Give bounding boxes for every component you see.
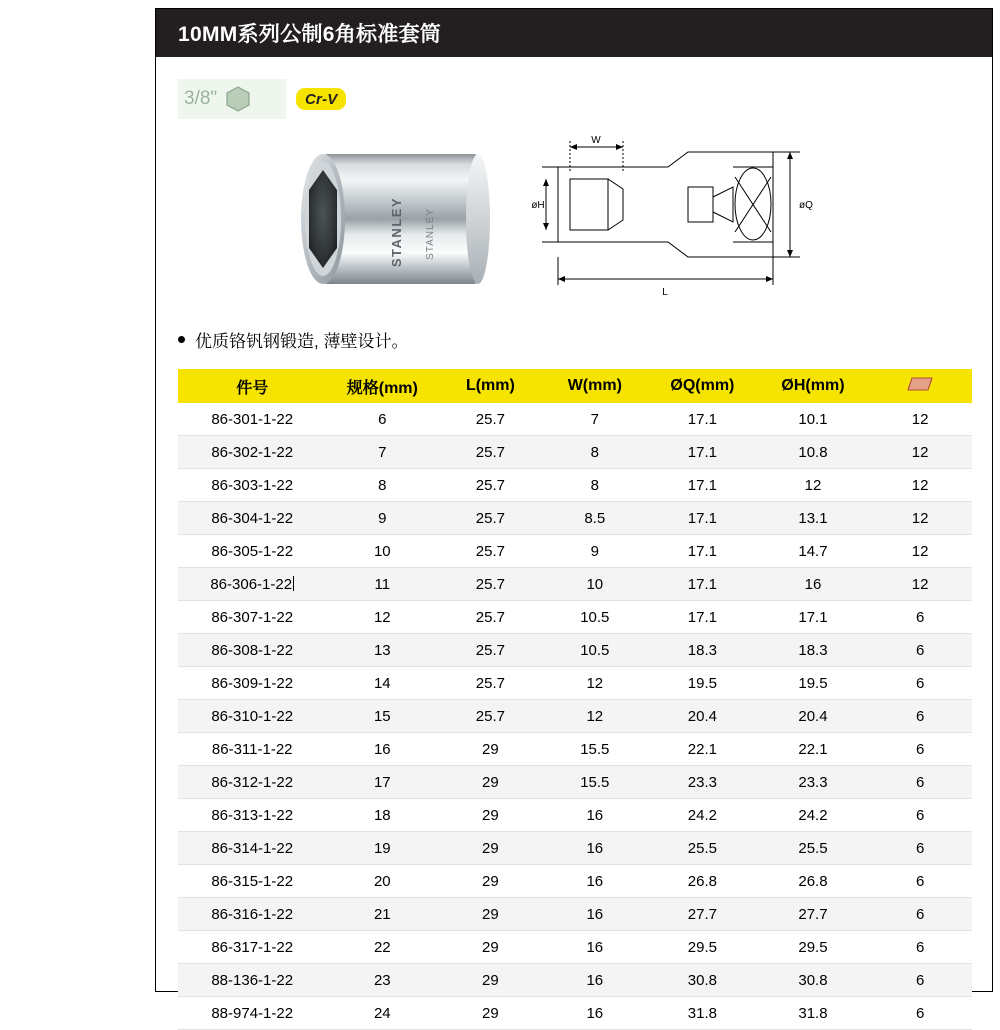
cell-size: 17 xyxy=(326,766,438,799)
table-row xyxy=(178,601,972,634)
table-header-row xyxy=(178,369,972,403)
cell-oh: 30.8 xyxy=(758,964,869,997)
cell-length: 25.7 xyxy=(438,700,542,733)
cell-size: 12 xyxy=(326,601,438,634)
cell-part-number: 86-311-1-22 xyxy=(178,733,326,766)
cell-oh: 20.4 xyxy=(758,700,869,733)
dim-oq-label: øQ xyxy=(799,200,813,211)
cell-width: 7 xyxy=(543,403,648,436)
cell-width: 9 xyxy=(543,535,648,568)
cell-oq: 17.1 xyxy=(647,568,758,601)
cell-size: 19 xyxy=(326,832,438,865)
cell-oq: 17.1 xyxy=(647,502,758,535)
hexagon-icon xyxy=(223,84,253,114)
cell-width: 8 xyxy=(543,436,648,469)
cell-oh: 29.5 xyxy=(758,931,869,964)
cell-oh: 10.8 xyxy=(758,436,869,469)
dim-w-label: W xyxy=(591,135,601,146)
cell-width: 12 xyxy=(543,667,648,700)
cell-oq: 30.8 xyxy=(647,964,758,997)
page-title: 10MM系列公制6角标准套筒 xyxy=(178,23,442,46)
cell-pack: 6 xyxy=(868,964,972,997)
table-row xyxy=(178,964,972,997)
cell-oq: 27.7 xyxy=(647,898,758,931)
bullet-dot-icon xyxy=(178,336,185,343)
cell-length: 25.7 xyxy=(438,634,542,667)
cell-size: 6 xyxy=(326,403,438,436)
table-row xyxy=(178,832,972,865)
table-row xyxy=(178,799,972,832)
cell-part-number: 86-309-1-22 xyxy=(178,667,326,700)
cell-oq: 17.1 xyxy=(647,436,758,469)
cell-width: 16 xyxy=(543,931,648,964)
column-header-oh: ØH(mm) xyxy=(758,369,869,403)
cell-length: 29 xyxy=(438,766,542,799)
cell-pack: 6 xyxy=(868,799,972,832)
cell-width: 16 xyxy=(543,997,648,1030)
table-row xyxy=(178,403,972,436)
cell-oh: 13.1 xyxy=(758,502,869,535)
cell-size: 8 xyxy=(326,469,438,502)
cell-oq: 23.3 xyxy=(647,766,758,799)
cell-oq: 25.5 xyxy=(647,832,758,865)
cell-length: 29 xyxy=(438,865,542,898)
cell-size: 22 xyxy=(326,931,438,964)
dim-oh-label: øH xyxy=(531,200,545,211)
cell-part-number: 86-308-1-22 xyxy=(178,634,326,667)
title-bar xyxy=(156,9,992,57)
cell-part-number: 86-312-1-22 xyxy=(178,766,326,799)
cell-oh: 31.8 xyxy=(758,997,869,1030)
cell-size: 14 xyxy=(326,667,438,700)
cell-size: 11 xyxy=(326,568,438,601)
cell-pack: 6 xyxy=(868,832,972,865)
cell-part-number xyxy=(178,568,326,601)
drive-size-label: 3/8" xyxy=(184,88,218,109)
table-row xyxy=(178,535,972,568)
table-row xyxy=(178,766,972,799)
cell-pack: 12 xyxy=(868,469,972,502)
cell-oq: 17.1 xyxy=(647,535,758,568)
table-row xyxy=(178,469,972,502)
cell-width: 15.5 xyxy=(543,766,648,799)
cell-size: 13 xyxy=(326,634,438,667)
cell-part-number: 86-314-1-22 xyxy=(178,832,326,865)
product-image-area xyxy=(178,127,972,317)
cell-size: 23 xyxy=(326,964,438,997)
cell-part-number: 86-317-1-22 xyxy=(178,931,326,964)
svg-text:STANLEY: STANLEY xyxy=(389,196,404,268)
cell-oh: 12 xyxy=(758,469,869,502)
cell-part-number: 86-307-1-22 xyxy=(178,601,326,634)
cell-width: 10 xyxy=(543,568,648,601)
cell-size: 24 xyxy=(326,997,438,1030)
cell-oh: 18.3 xyxy=(758,634,869,667)
cell-width: 16 xyxy=(543,832,648,865)
cell-width: 8 xyxy=(543,469,648,502)
cell-oh: 22.1 xyxy=(758,733,869,766)
cell-oh: 17.1 xyxy=(758,601,869,634)
cell-oq: 24.2 xyxy=(647,799,758,832)
cell-length: 29 xyxy=(438,898,542,931)
cell-pack: 6 xyxy=(868,601,972,634)
cell-oh: 25.5 xyxy=(758,832,869,865)
table-row xyxy=(178,667,972,700)
cell-part-number: 86-302-1-22 xyxy=(178,436,326,469)
cell-length: 25.7 xyxy=(438,469,542,502)
cell-oh: 10.1 xyxy=(758,403,869,436)
table-row xyxy=(178,931,972,964)
cell-part-number: 86-304-1-22 xyxy=(178,502,326,535)
text-cursor xyxy=(293,576,294,591)
cell-pack: 6 xyxy=(868,766,972,799)
table-body xyxy=(178,403,972,1030)
pack-box-icon xyxy=(907,376,933,392)
cell-oq: 22.1 xyxy=(647,733,758,766)
socket-photo xyxy=(283,142,513,302)
cell-pack: 12 xyxy=(868,502,972,535)
cell-size: 15 xyxy=(326,700,438,733)
column-header-size: 规格(mm) xyxy=(326,369,438,403)
cell-length: 25.7 xyxy=(438,403,542,436)
column-header-length: L(mm) xyxy=(438,369,542,403)
cell-length: 25.7 xyxy=(438,601,542,634)
table-row xyxy=(178,634,972,667)
cell-oq: 20.4 xyxy=(647,700,758,733)
cell-oh: 26.8 xyxy=(758,865,869,898)
cell-size: 7 xyxy=(326,436,438,469)
cell-width: 16 xyxy=(543,964,648,997)
cell-width: 16 xyxy=(543,865,648,898)
cell-oh: 16 xyxy=(758,568,869,601)
cell-size: 18 xyxy=(326,799,438,832)
table-row xyxy=(178,700,972,733)
svg-text:STANLEY: STANLEY xyxy=(425,208,436,260)
cell-length: 29 xyxy=(438,997,542,1030)
cell-length: 25.7 xyxy=(438,568,542,601)
cell-length: 29 xyxy=(438,964,542,997)
cell-oh: 24.2 xyxy=(758,799,869,832)
cell-length: 25.7 xyxy=(438,535,542,568)
column-header-width: W(mm) xyxy=(543,369,648,403)
cell-length: 25.7 xyxy=(438,436,542,469)
cell-size: 10 xyxy=(326,535,438,568)
cell-length: 29 xyxy=(438,799,542,832)
column-header-oq: ØQ(mm) xyxy=(647,369,758,403)
specifications-table xyxy=(178,369,972,1030)
cell-pack: 6 xyxy=(868,865,972,898)
cell-pack: 6 xyxy=(868,931,972,964)
cell-width: 16 xyxy=(543,898,648,931)
cell-oq: 17.1 xyxy=(647,601,758,634)
cell-oq: 18.3 xyxy=(647,634,758,667)
cell-oq: 17.1 xyxy=(647,403,758,436)
cell-pack: 6 xyxy=(868,667,972,700)
cell-width: 16 xyxy=(543,799,648,832)
dim-l-label: L xyxy=(662,287,668,298)
cell-part-number: 86-310-1-22 xyxy=(178,700,326,733)
feature-text: 优质铬钒钢锻造, 薄壁设计。 xyxy=(195,332,409,351)
cell-part-number: 88-974-1-22 xyxy=(178,997,326,1030)
cell-oq: 26.8 xyxy=(647,865,758,898)
cell-pack: 12 xyxy=(868,436,972,469)
cell-text: 86-306-1-22 xyxy=(210,575,293,593)
cell-pack: 6 xyxy=(868,733,972,766)
cell-width: 15.5 xyxy=(543,733,648,766)
cell-oh: 23.3 xyxy=(758,766,869,799)
cell-size: 16 xyxy=(326,733,438,766)
table-row xyxy=(178,436,972,469)
cell-part-number: 86-305-1-22 xyxy=(178,535,326,568)
drive-size-badge xyxy=(178,79,286,119)
feature-bullet xyxy=(178,327,408,352)
table-row xyxy=(178,898,972,931)
cell-width: 10.5 xyxy=(543,601,648,634)
cell-length: 25.7 xyxy=(438,667,542,700)
cell-oq: 29.5 xyxy=(647,931,758,964)
cell-pack: 6 xyxy=(868,898,972,931)
cell-part-number: 86-301-1-22 xyxy=(178,403,326,436)
cell-length: 29 xyxy=(438,832,542,865)
cell-size: 9 xyxy=(326,502,438,535)
column-header-pack xyxy=(868,369,972,403)
cell-length: 29 xyxy=(438,931,542,964)
cell-length: 25.7 xyxy=(438,502,542,535)
cell-oh: 19.5 xyxy=(758,667,869,700)
cell-pack: 6 xyxy=(868,997,972,1030)
cell-oq: 17.1 xyxy=(647,469,758,502)
table-row xyxy=(178,733,972,766)
cell-pack: 12 xyxy=(868,403,972,436)
technical-drawing xyxy=(528,127,838,302)
table-row xyxy=(178,502,972,535)
cell-pack: 6 xyxy=(868,700,972,733)
cell-part-number: 86-303-1-22 xyxy=(178,469,326,502)
product-card xyxy=(155,8,993,1022)
cell-width: 12 xyxy=(543,700,648,733)
cell-pack: 12 xyxy=(868,535,972,568)
cell-part-number: 88-136-1-22 xyxy=(178,964,326,997)
cell-oq: 19.5 xyxy=(647,667,758,700)
table-row xyxy=(178,997,972,1030)
cell-part-number: 86-315-1-22 xyxy=(178,865,326,898)
cell-length: 29 xyxy=(438,733,542,766)
table-row xyxy=(178,865,972,898)
badge-row xyxy=(178,79,346,119)
cell-pack: 12 xyxy=(868,568,972,601)
cell-pack: 6 xyxy=(868,634,972,667)
cell-oh: 27.7 xyxy=(758,898,869,931)
cell-size: 20 xyxy=(326,865,438,898)
column-header-part-number: 件号 xyxy=(178,369,326,403)
cell-width: 10.5 xyxy=(543,634,648,667)
cell-part-number: 86-313-1-22 xyxy=(178,799,326,832)
cell-oh: 14.7 xyxy=(758,535,869,568)
cell-oq: 31.8 xyxy=(647,997,758,1030)
cell-width: 8.5 xyxy=(543,502,648,535)
cell-part-number: 86-316-1-22 xyxy=(178,898,326,931)
cell-size: 21 xyxy=(326,898,438,931)
material-badge: Cr-V xyxy=(296,88,346,110)
table-row xyxy=(178,568,972,601)
